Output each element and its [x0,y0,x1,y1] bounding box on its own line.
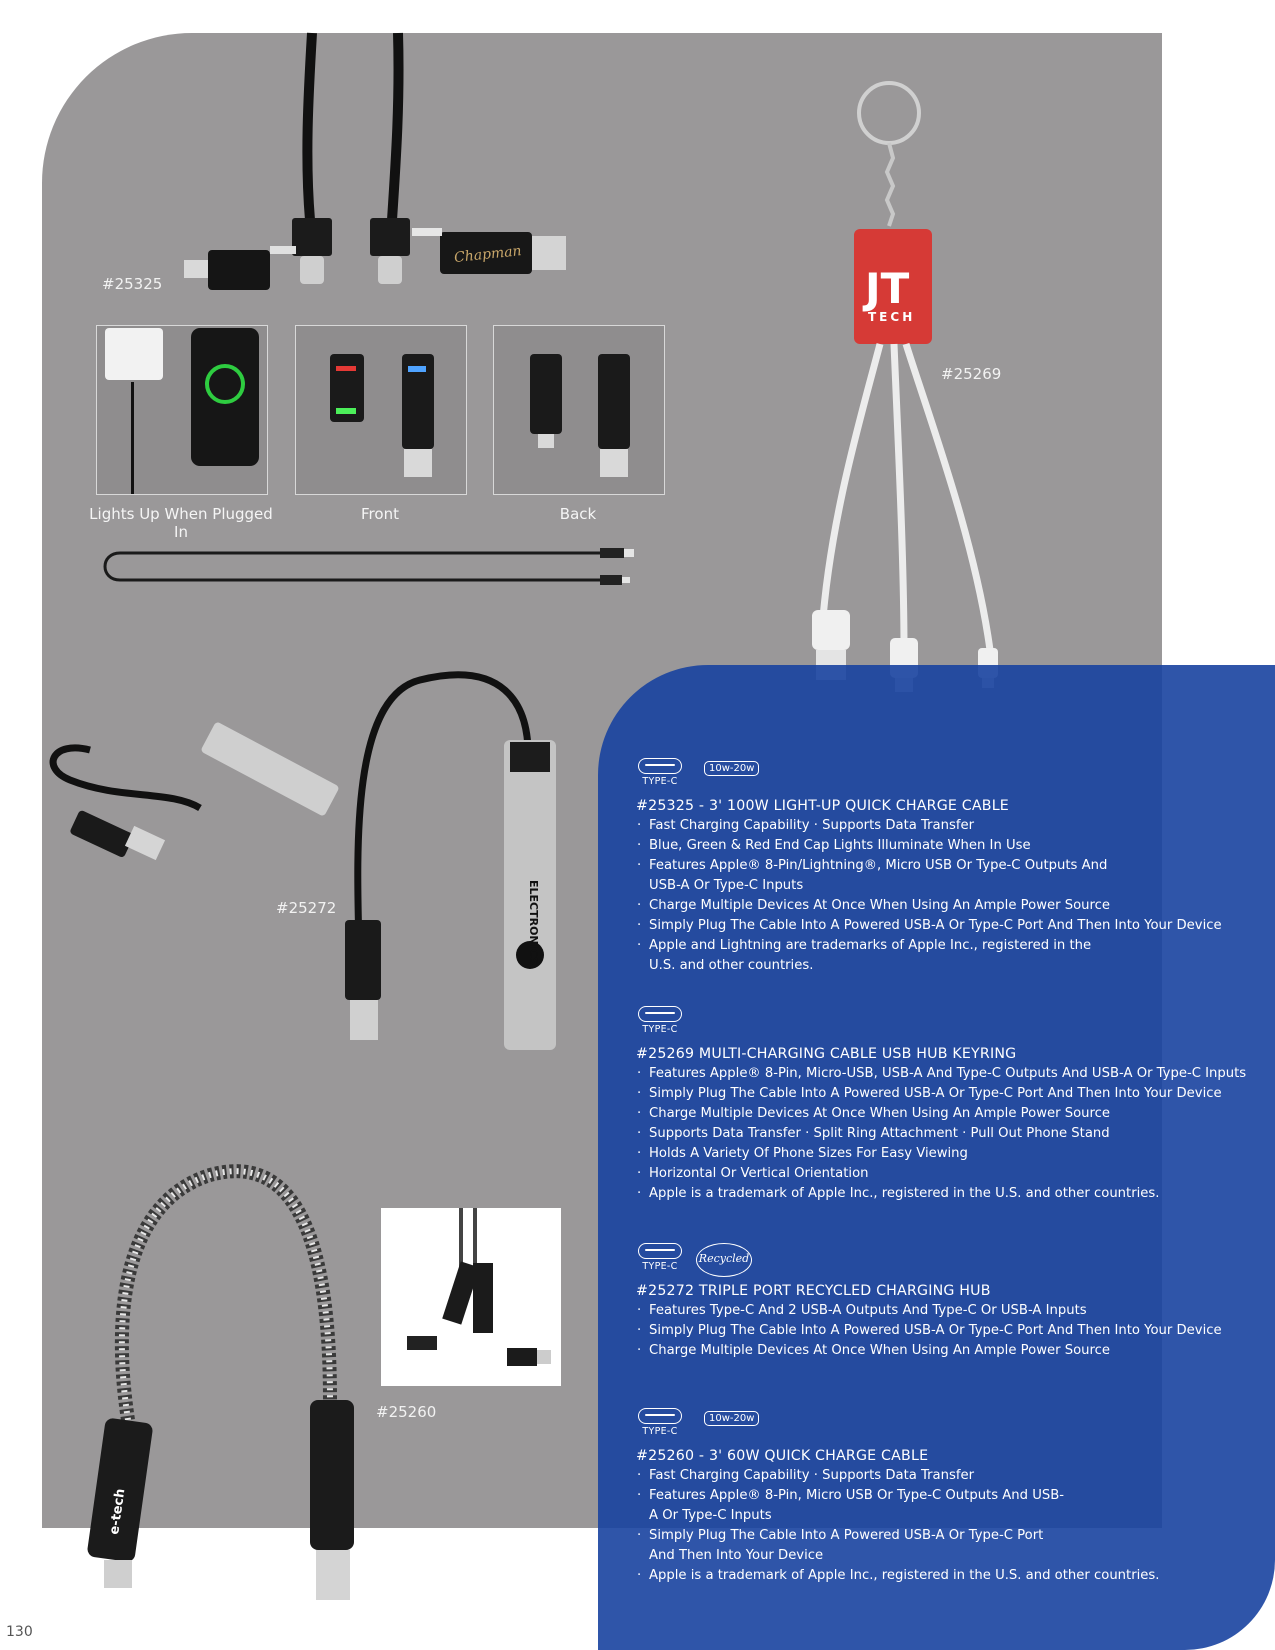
bullet: · Features Apple® 8-Pin/Lightning®, Micro USB Or Type-C Outputs And USB-A Or Type-C Inputs [636,856,1139,896]
type-c-icon: TYPE-C [636,1408,684,1437]
braided-brand-text: e-tech [107,1487,129,1536]
page-number: 130 [6,1624,33,1640]
bullet: · Simply Plug The Cable Into A Powered USB-A Or Type-C Port And Then Into Your Device [636,1321,1256,1341]
bullet: · Supports Data Transfer · Split Ring Attachment · Pull Out Phone Stand [636,1124,1256,1144]
keyring-logo-text: JT [865,264,910,313]
thumbnail-25260-detail [381,1208,561,1386]
bullet: · Simply Plug The Cable Into A Powered USB-A Or Type-C Port And Then Into Your Device [636,1084,1256,1104]
bullet: · Apple and Lightning are trademarks of Apple Inc., registered in the U.S. and other countries. [636,936,1109,976]
product-block-25260 [636,1408,1256,1586]
product-block-25325 [636,758,1256,976]
keyring-logo-sub: TECH [868,310,916,324]
long-cable-image [105,548,634,585]
keyring-25269-image [812,83,998,692]
engraving-text: Chapman [453,243,523,267]
bullet: · Charge Multiple Devices At Once When Using An Ample Power Source [636,1341,1256,1361]
bullet: · Charge Multiple Devices At Once When Using An Ample Power Source [636,896,1256,916]
bullet: · Apple is a trademark of Apple Inc., registered in the U.S. and other countries. [636,1566,1256,1586]
thumbnail-lights-up [96,325,268,495]
hub-brand-text: ELECTRONICS [527,880,540,965]
thumbnail-back [493,325,665,495]
product-block-25269 [636,1006,1256,1204]
caption-lights-up: Lights Up When Plugged In [89,505,273,541]
wattage-badge: 10w-20w [704,1411,759,1426]
bullet: · Features Apple® 8-Pin, Micro-USB, USB-A And Type-C Outputs And USB-A Or Type-C Inputs [636,1064,1256,1084]
hub-25272-image [53,675,556,1050]
label-25269: #25269 [941,365,1002,383]
product-title: #25272 TRIPLE PORT RECYCLED CHARGING HUB [636,1283,991,1299]
bullet: · Charge Multiple Devices At Once When Using An Ample Power Source [636,1104,1256,1124]
cable-25325-image [184,33,566,290]
bullet: · Fast Charging Capability · Supports Data Transfer [636,816,1256,836]
bullet: · Simply Plug The Cable Into A Powered USB-A Or Type-C Port And Then Into Your Device [636,1526,1069,1566]
thumbnail-front [295,325,467,495]
caption-front: Front [361,505,399,523]
label-25260: #25260 [376,1403,437,1421]
recycled-materials-icon: Recycled [696,1243,752,1277]
bullet: · Fast Charging Capability · Supports Data Transfer [636,1466,1256,1486]
product-block-25272 [636,1243,1256,1361]
bullet: · Features Apple® 8-Pin, Micro USB Or Type-C Outputs And USB-A Or Type-C Inputs [636,1486,1069,1526]
type-c-icon: TYPE-C [636,758,684,787]
product-title: #25269 MULTI-CHARGING CABLE USB HUB KEYRING [636,1046,1017,1062]
type-c-icon: TYPE-C [636,1243,684,1272]
bullet: · Apple is a trademark of Apple Inc., registered in the U.S. and other countries. [636,1184,1256,1204]
label-25325: #25325 [102,275,163,293]
bullet: · Features Type-C And 2 USB-A Outputs And Type-C Or USB-A Inputs [636,1301,1256,1321]
braided-cable-25260-image [86,1171,354,1600]
caption-back: Back [559,505,597,523]
wattage-badge: 10w-20w [704,761,759,776]
type-c-icon: TYPE-C [636,1006,684,1035]
product-title: #25325 - 3' 100W LIGHT-UP QUICK CHARGE CABLE [636,798,1009,814]
product-title: #25260 - 3' 60W QUICK CHARGE CABLE [636,1448,929,1464]
bullet: · Horizontal Or Vertical Orientation [636,1164,1256,1184]
label-25272: #25272 [276,899,337,917]
bullet: · Holds A Variety Of Phone Sizes For Easy Viewing [636,1144,1256,1164]
bullet: · Blue, Green & Red End Cap Lights Illuminate When In Use [636,836,1256,856]
bullet: · Simply Plug The Cable Into A Powered USB-A Or Type-C Port And Then Into Your Device [636,916,1256,936]
